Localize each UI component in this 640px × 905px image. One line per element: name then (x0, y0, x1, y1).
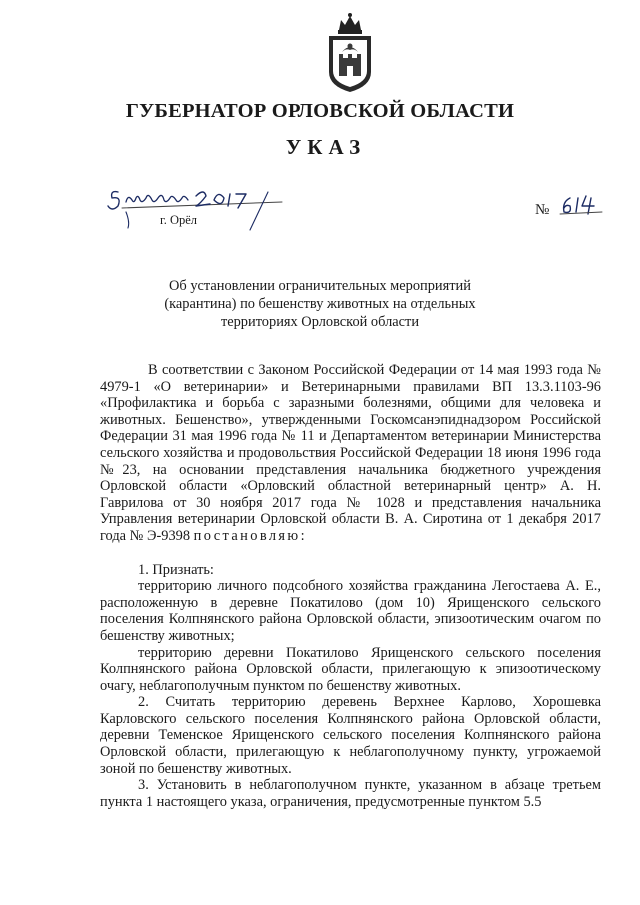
item-paragraph: 2. Считать территорию деревень Верхнее Карлово, Хорошевка Карловского сельского поселения Колпнянского района Орловской области, деревни Теменское Ярищенского сельского поселения Колпнянского района Орловской области, прилегающую к неблагополучному пункту, угрожаемой зоной по бешенству животных. (100, 694, 601, 777)
item-paragraph: территорию деревни Покатилово Ярищенского сельского поселения Колпнянского района Орловской области, прилегающую к эпизоотическому очагу, неблагополучным пунктом по бешенству животных. (100, 644, 601, 694)
decree-word: постановляю: (193, 527, 307, 544)
title-line: территориях Орловской области (220, 314, 420, 330)
title-line: Об установлении ограничительных мероприятий (169, 278, 471, 294)
authority-heading: ГУБЕРНАТОР ОРЛОВСКОЙ ОБЛАСТИ (125, 100, 515, 122)
number-label: № (535, 202, 550, 218)
coat-of-arms-icon (325, 12, 375, 94)
item-paragraph: 1. Признать: (138, 561, 214, 578)
handwritten-date (100, 186, 300, 234)
preamble-text: В соответствии с Законом Российской Федерации от 14 мая 1993 года № 4979-1 «О ветеринарии» и Ветеринарными правилами ВП 13.3.1103-96 «Профилактика и борьба с заразными болезнями, общими для человека и животных. Бешенство», утвержденными Госкомсанэпиднадзором Российской Федерации 31 мая 1996 года № 11 и Департаментом ветеринарии Министерства сельского хозяйства и продовольствия Российской Федерации 18 июня 1996 года №23, на основании представления начальника бюджетного учреждения Орловской области «Орловский областной ветеринарный центр» А. Н. Гаврилова от 30 ноября 2017 года № 1028 и представления начальника Управления ветеринарии Орловской области В. А. Сиротина от 1 декабря 2017 года № Э-9398 (100, 362, 601, 544)
title-line: (карантина) по бешенству животных на отдельных (164, 296, 476, 312)
decree-title (0, 277, 640, 331)
item-paragraph: 3. Установить в неблагополучном пункте, указанном в абзаце третьем пункта 1 настоящего указа, ограничения, предусмотренные пунктом 5.5 (100, 777, 601, 810)
document-type-heading: УКАЗ (285, 135, 367, 159)
preamble-paragraph (100, 362, 601, 545)
city-label: г. Орёл (160, 213, 198, 227)
handwritten-number (556, 190, 616, 220)
decree-body (100, 362, 601, 810)
item-paragraph: территорию личного подсобного хозяйства гражданина Легостаева А. Е., расположенную в деревне Покатилово (дом 10) Ярищенского сельского поселения Колпнянского района Орловской области, эпизоотическим очагом по бешенству животных; (100, 578, 601, 644)
